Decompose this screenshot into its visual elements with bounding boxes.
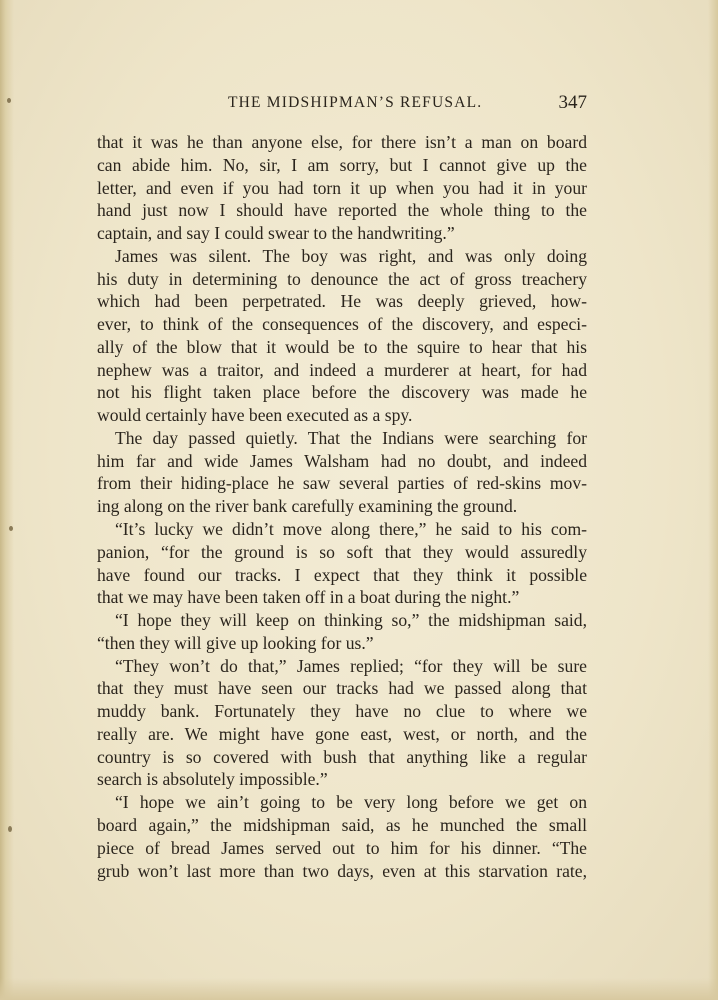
text-line: that it was he than anyone else, for there isn’t a man on board [97, 132, 587, 152]
text-line: grub won’t last more than two days, even at this starvation rate, [97, 860, 587, 881]
text-line: country is so covered with bush that anything like a regular [97, 746, 587, 767]
paper-speck [9, 526, 13, 531]
text-line: captain, and say I could swear to the handwriting.” [97, 223, 455, 244]
text-line: “then they will give up looking for us.” [97, 632, 374, 653]
text-line: muddy bank. Fortunately they have no clue to where we [97, 701, 587, 722]
text-line: panion, “for the ground is so soft that they would assuredly [97, 541, 587, 562]
text-line: can abide him. No, sir, I am sorry, but I cannot give up the [97, 154, 587, 175]
text-line: would certainly have been executed as a spy. [97, 405, 413, 426]
text-line: The day passed quietly. That the Indians were searching for [115, 427, 587, 448]
text-line: that we may have been taken off in a boat during the night.” [97, 587, 520, 608]
text-line: ing along on the river bank carefully examining the ground. [97, 496, 518, 517]
text-line: “I hope we ain’t going to be very long before we get on [115, 792, 587, 813]
text-line: letter, and even if you had torn it up when you had it in your [97, 177, 587, 198]
page-bottom-edge [0, 978, 718, 1000]
paper-speck [7, 98, 11, 103]
running-header [97, 94, 587, 118]
running-title: THE MIDSHIPMAN’S REFUSAL. [228, 94, 483, 111]
text-line: James was silent. The boy was right, and was only doing [115, 245, 587, 266]
text-line: nephew was a traitor, and indeed a murderer at heart, for had [97, 359, 587, 380]
text-line: really are. We might have gone east, west, or north, and the [97, 723, 587, 744]
paper-speck [8, 826, 12, 832]
text-line: “I hope they will keep on thinking so,” the midshipman said, [115, 610, 587, 631]
text-line: “They won’t do that,” James replied; “for they will be sure [115, 655, 587, 676]
text-line: “It’s lucky we didn’t move along there,” he said to his com- [115, 519, 587, 540]
text-line: hand just now I should have reported the whole thing to the [97, 200, 587, 221]
body-text [97, 131, 587, 882]
text-line: have found our tracks. I expect that they think it possible [97, 564, 587, 585]
text-line: him far and wide James Walsham had no doubt, and indeed [97, 450, 587, 471]
text-line: from their hiding-place he saw several parties of red-skins mov- [97, 473, 587, 494]
text-line: which had been perpetrated. He was deeply grieved, how- [97, 291, 587, 312]
text-line: not his flight taken place before the discovery was made he [97, 382, 587, 403]
page-left-edge [0, 0, 14, 1000]
text-line: search is absolutely impossible.” [97, 769, 328, 790]
text-line: board again,” the midshipman said, as he munched the small [97, 814, 587, 835]
text-line: that they must have seen our tracks had we passed along that [97, 678, 587, 699]
text-line: piece of bread James served out to him for his dinner. “The [97, 837, 587, 858]
text-line: ever, to think of the consequences of the discovery, and especi- [97, 314, 587, 335]
page-right-edge [708, 0, 718, 1000]
page-number: 347 [558, 92, 587, 113]
text-line: ally of the blow that it would be to the squire to hear that his [97, 336, 587, 357]
text-line: his duty in determining to denounce the act of gross treachery [97, 268, 587, 289]
